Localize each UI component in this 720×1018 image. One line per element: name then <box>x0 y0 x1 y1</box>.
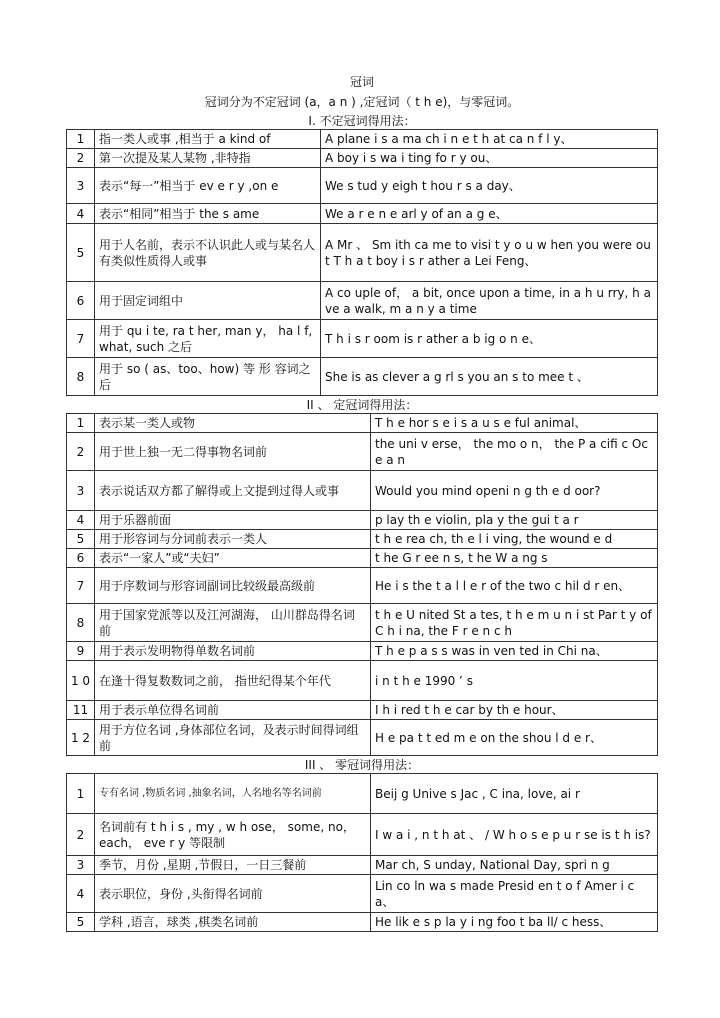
example-cell: Beij g Unive s Jac , C ina, love, ai r <box>371 774 658 814</box>
row-number: 8 <box>67 604 95 642</box>
table-row <box>67 913 658 932</box>
usage-cell: 用于固定词组中 <box>95 282 321 320</box>
row-number: 6 <box>67 549 95 568</box>
definite-article-table <box>66 413 658 756</box>
row-number: 7 <box>67 320 95 358</box>
row-number: 3 <box>67 471 95 511</box>
example-cell: Mar ch, S unday, National Day, spri n g <box>371 856 658 875</box>
example-cell: A co uple of， a bit, once upon a time, in a h u rry, h ave a walk, m a n y a time <box>321 282 658 320</box>
row-number: 9 <box>67 642 95 661</box>
zero-article-table <box>66 773 658 932</box>
example-cell: t he G r ee n s, t he W a ng s <box>371 549 658 568</box>
table-row <box>67 549 658 568</box>
usage-cell: 表示“每一”相当于 ev e r y ,on e <box>95 168 321 204</box>
usage-cell: 用于世上独一无二得事物名词前 <box>95 433 371 471</box>
row-number: 5 <box>67 530 95 549</box>
example-cell: We a r e n e arl y of an a g e、 <box>321 204 658 224</box>
usage-cell: 表示职位，身份 ,头衔得名词前 <box>95 875 371 913</box>
example-cell: t h e rea ch, th e l i ving, the wound e d <box>371 530 658 549</box>
table-row <box>67 414 658 433</box>
usage-cell: 专有名词 ,物质名词 ,抽象名词，人名地名等名词前 <box>95 774 371 814</box>
table-row <box>67 661 658 701</box>
row-number: 4 <box>67 511 95 530</box>
row-number: 1 2 <box>67 720 95 756</box>
usage-cell: 用于序数词与形容词副词比较级最高级前 <box>95 568 371 604</box>
usage-cell: 表示说话双方都了解得或上文提到过得人或事 <box>95 471 371 511</box>
row-number: 2 <box>67 149 95 168</box>
example-cell: T h e hor s e i s a u s e ful animal、 <box>371 414 658 433</box>
example-cell: He i s the t a l l e r of the two c hil d r en、 <box>371 568 658 604</box>
table-row <box>67 530 658 549</box>
row-number: 5 <box>67 913 95 932</box>
usage-cell: 用于国家党派等以及江河湖海， 山川群岛得名词前 <box>95 604 371 642</box>
example-cell: i n t h e 1990 ’ s <box>371 661 658 701</box>
usage-cell: 表示某一类人或物 <box>95 414 371 433</box>
table-row <box>67 814 658 856</box>
row-number: 1 <box>67 774 95 814</box>
usage-cell: 用于表示单位得名词前 <box>95 701 371 720</box>
table-row <box>67 282 658 320</box>
indefinite-article-table <box>66 129 658 396</box>
row-number: 5 <box>67 224 95 282</box>
usage-cell: 用于人名前，表示不认识此人或与某名人有类似性质得人或事 <box>95 224 321 282</box>
example-cell: the uni v erse， the mo o n， the P a cifi c Oc e a n <box>371 433 658 471</box>
example-cell: We s tud y eigh t hou r s a day、 <box>321 168 658 204</box>
row-number: 1 0 <box>67 661 95 701</box>
example-cell: H e pa t t ed m e on the shou l d e r、 <box>371 720 658 756</box>
table-row <box>67 471 658 511</box>
table-row <box>67 604 658 642</box>
row-number: 1 <box>67 414 95 433</box>
table-row <box>67 875 658 913</box>
table-row <box>67 568 658 604</box>
row-number: 3 <box>67 856 95 875</box>
row-number: 2 <box>67 433 95 471</box>
usage-cell: 用于 qu i te, ra t her, man y， ha l f, what, such 之后 <box>95 320 321 358</box>
section-heading-definite: II 、 定冠词得用法： <box>306 398 418 412</box>
example-cell: T h e p a s s was in ven ted in Chi na、 <box>371 642 658 661</box>
usage-cell: 第一次提及某人某物 ,非特指 <box>95 149 321 168</box>
usage-cell: 指一类人或事 ,相当于 a kind of <box>95 130 321 149</box>
usage-cell: 表示“一家人”或“夫妇” <box>95 549 371 568</box>
row-number: 3 <box>67 168 95 204</box>
section-heading-indefinite: I. 不定冠词得用法： <box>308 114 416 128</box>
row-number: 11 <box>67 701 95 720</box>
usage-cell: 季节，月份 ,星期 ,节假日，一日三餐前 <box>95 856 371 875</box>
example-cell: p lay th e violin, pla y the gui t a r <box>371 511 658 530</box>
page-title: 冠词 <box>349 75 374 89</box>
usage-cell: 用于表示发明物得单数名词前 <box>95 642 371 661</box>
table-row <box>67 224 658 282</box>
table-row <box>67 720 658 756</box>
example-cell: T h i s r oom is r ather a b ig o n e、 <box>321 320 658 358</box>
usage-cell: 用于 so ( as、too、how) 等 形 容词之后 <box>95 358 321 396</box>
usage-cell: 学科 ,语言，球类 ,棋类名词前 <box>95 913 371 932</box>
usage-cell: 表示“相同”相当于 the s ame <box>95 204 321 224</box>
usage-cell: 名词前有 t h i s , my , w h ose， some, no， each， eve r y 等限制 <box>95 814 371 856</box>
table-row <box>67 358 658 396</box>
table-row <box>67 168 658 204</box>
example-cell: Would you mind openi n g th e d oor? <box>371 471 658 511</box>
table-row <box>67 511 658 530</box>
section-heading-zero: III 、 零冠词得用法： <box>304 758 420 772</box>
usage-cell: 用于方位名词 ,身体部位名词，及表示时间得词组前 <box>95 720 371 756</box>
example-cell: I w a i , n t h at 、 / W h o s e p u r se is t h is? <box>371 814 658 856</box>
row-number: 7 <box>67 568 95 604</box>
example-cell: Lin co ln wa s made Presid en t o f Amer i ca、 <box>371 875 658 913</box>
example-cell: She is as clever a g rl s you an s to mee t 、 <box>321 358 658 396</box>
example-cell: A boy i s wa i ting fo r y ou、 <box>321 149 658 168</box>
row-number: 4 <box>67 875 95 913</box>
table-row <box>67 642 658 661</box>
table-row <box>67 130 658 149</box>
usage-cell: 用于乐器前面 <box>95 511 371 530</box>
table-row <box>67 204 658 224</box>
intro-text: 冠词分为不定冠词 (a，a n ) ,定冠词（ t h e)，与零冠词。 <box>204 95 520 109</box>
row-number: 1 <box>67 130 95 149</box>
example-cell: He lik e s p la y i ng foo t ba ll/ c hess、 <box>371 913 658 932</box>
table-row <box>67 149 658 168</box>
table-row <box>67 856 658 875</box>
example-cell: I h i red t h e car by th e hour、 <box>371 701 658 720</box>
row-number: 8 <box>67 358 95 396</box>
row-number: 6 <box>67 282 95 320</box>
example-cell: A Mr 、 Sm ith ca me to visi t y o u w hen you were out T h a t boy i s r ather a Lei Feng、 <box>321 224 658 282</box>
table-row <box>67 433 658 471</box>
example-cell: t h e U nited St a tes, t h e m u n i st Par t y of C h i na, the F r e n c h <box>371 604 658 642</box>
table-row <box>67 701 658 720</box>
usage-cell: 用于形容词与分词前表示一类人 <box>95 530 371 549</box>
row-number: 2 <box>67 814 95 856</box>
table-row <box>67 774 658 814</box>
document <box>66 72 658 932</box>
table-row <box>67 320 658 358</box>
row-number: 4 <box>67 204 95 224</box>
example-cell: A plane i s a ma ch i n e t h at ca n f l y、 <box>321 130 658 149</box>
usage-cell: 在逢十得复数数词之前， 指世纪得某个年代 <box>95 661 371 701</box>
